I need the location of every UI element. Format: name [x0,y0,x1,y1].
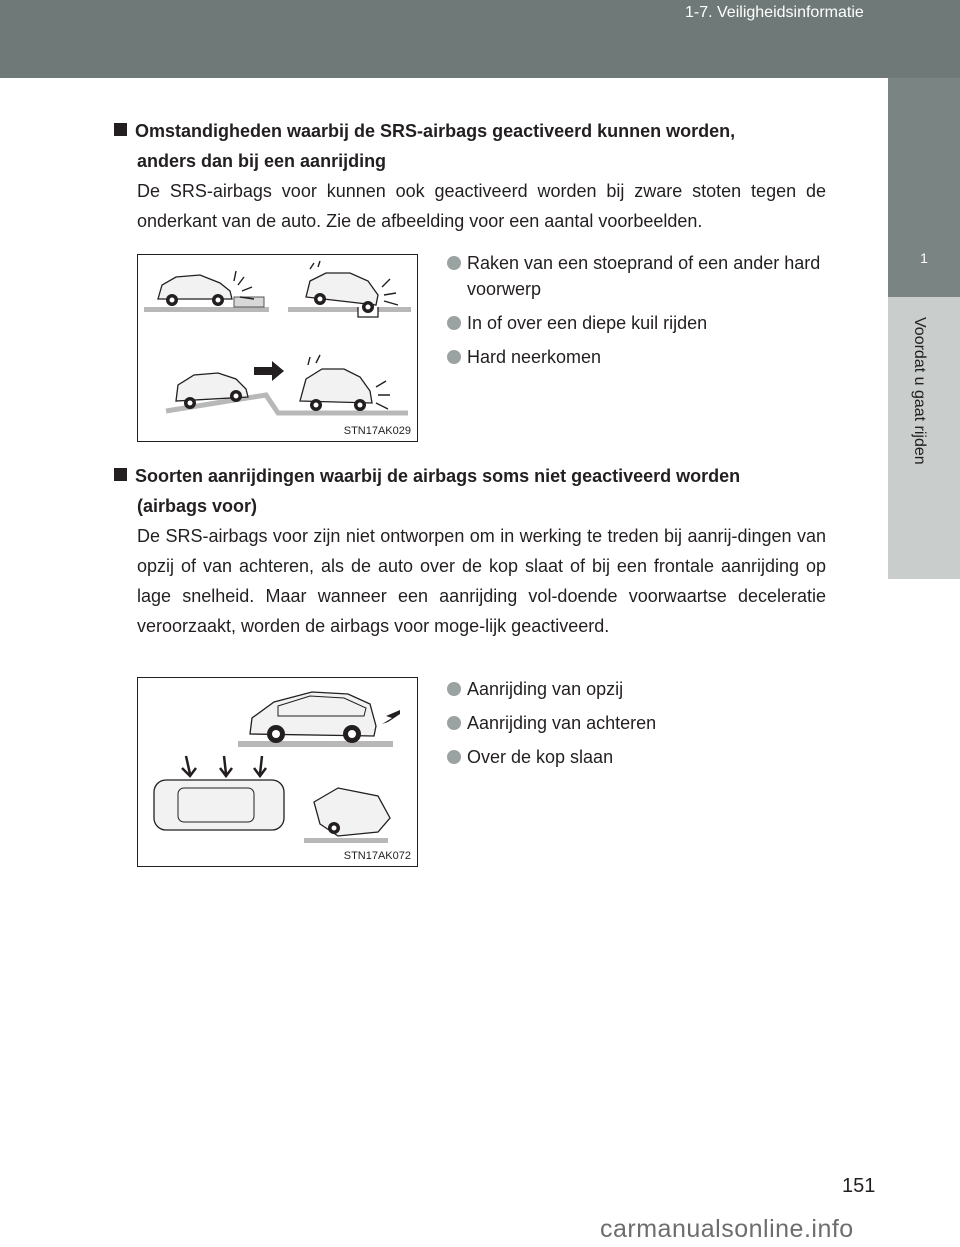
list-item: Aanrijding van achteren [447,710,847,736]
arrow-right-icon [254,361,284,381]
bullet-dot-icon [447,716,461,730]
header-bar [0,0,960,78]
bullet-dot-icon [447,750,461,764]
underbody-impacts-illustration [138,255,417,441]
section1-body: De SRS-airbags voor kunnen ook geactiveerd worden bij zware stoten tegen de onderkant van de auto. Zie de afbeelding voor een aantal voorbeelden. [137,181,826,231]
figure-non-deploy-collisions [137,677,418,867]
car-hard-landing-drawing [166,355,408,413]
list-item: Over de kop slaan [447,744,847,770]
chapter-label-tab [888,297,960,579]
non-deploy-illustration [138,678,417,866]
car-side-view-drawing [238,692,400,747]
section2-body: De SRS-airbags voor zijn niet ontworpen om in werking te treden bij aanrij-dingen van opzij of van achteren, als de auto over de kop slaat of bij een frontale aanrijding op lage snelheid. Maar wanneer een aanrijding vol-doende voorwaartse deceleratie veroorzaakt, worden de airbags voor moge-lijk geactiveerd. [137,526,826,636]
section-title: 1-7. Veiligheidsinformatie [685,4,864,21]
list-item: Hard neerkomen [447,344,847,370]
chapter-label: Voordat u gaat rijden [911,317,928,465]
car-pothole-drawing [288,261,411,317]
section1-heading-line1: Omstandigheden waarbij de SRS-airbags geactiveerd kunnen worden, [135,121,736,141]
bullet-dot-icon [447,350,461,364]
watermark: carmanualsonline.info [600,1215,854,1243]
section2-heading-line1: Soorten aanrijdingen waarbij de airbags soms niet geactiveerd worden [135,466,741,486]
page-number: 151 [842,1175,876,1197]
bullet-dot-icon [447,316,461,330]
section1-heading [114,116,826,176]
square-bullet-icon [114,123,127,136]
figure-code: STN17AK072 [343,850,411,862]
figure-code: STN17AK029 [343,425,411,437]
figure-underbody-impacts [137,254,418,442]
list-item: Aanrijding van opzij [447,676,847,702]
square-bullet-icon [114,468,127,481]
chapter-number: 1 [920,250,928,266]
bullet-dot-icon [447,682,461,696]
car-hit-curb-drawing [144,271,269,312]
list-item: In of over een diepe kuil rijden [447,310,847,336]
section1-bullets [447,250,847,378]
section1-heading-line2: anders dan bij een aanrijding [137,151,387,171]
section2-heading-line2: (airbags voor) [137,496,258,516]
car-rollover-drawing [304,788,390,843]
chapter-tab [888,78,960,297]
section2-bullets [447,676,847,778]
list-item: Raken van een stoeprand of een ander hard voorwerp [447,250,847,302]
car-top-view-drawing [154,756,284,830]
arrow-left-icon [382,710,400,724]
bullet-dot-icon [447,256,461,270]
section2-heading [114,461,826,521]
